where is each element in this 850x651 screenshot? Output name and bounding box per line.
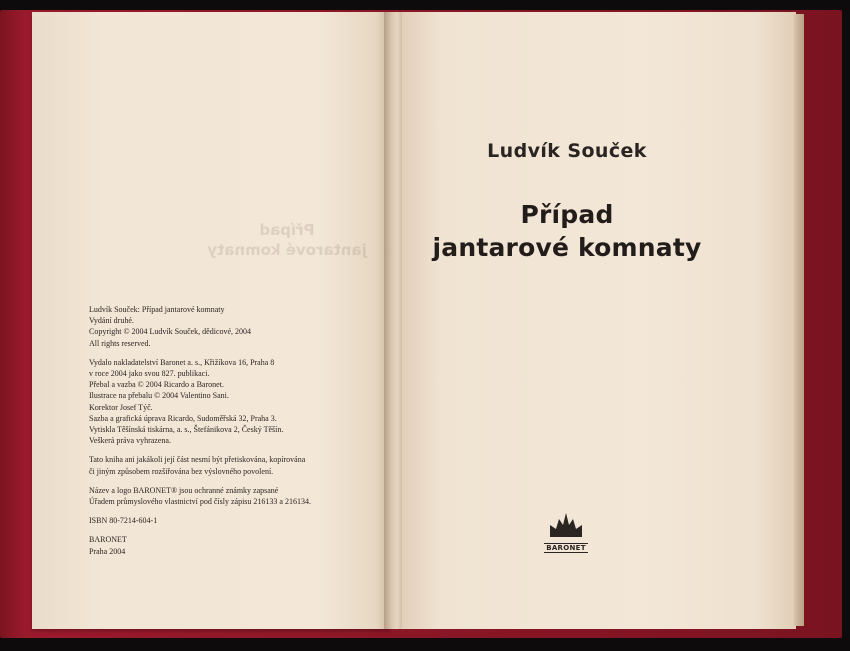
- imprint-line: Tato kniha ani jakákoli její část nesmí být přetiskována, kopírována: [89, 455, 306, 465]
- title-line-1: Případ: [520, 200, 614, 229]
- imprint-line: Přebal a vazba © 2004 Ricardo a Baronet.: [89, 380, 224, 390]
- imprint-line: Korektor Josef Týč.: [89, 402, 153, 412]
- imprint-block: [89, 304, 369, 557]
- place-year: Praha 2004: [89, 546, 126, 556]
- logo-text: BARONET: [544, 543, 588, 553]
- right-page: [402, 12, 796, 629]
- author-name: Ludvík Souček: [487, 140, 647, 162]
- imprint-line: Úřadem průmyslového vlastnictví pod čísly zápisu 216133 a 216134.: [89, 497, 311, 507]
- imprint-line: All rights reserved.: [89, 338, 151, 348]
- book-title: [402, 198, 732, 264]
- imprint-line: Vydalo nakladatelství Baronet a. s., Křižíkova 16, Praha 8: [89, 357, 275, 367]
- imprint-line: Copyright © 2004 Ludvík Souček, dědicové, 2004: [89, 327, 252, 337]
- imprint-line: Vydání druhé.: [89, 316, 134, 326]
- crown-icon: [548, 513, 584, 537]
- imprint-line: či jiným způsobem rozšiřována bez výslovného povolení.: [89, 466, 274, 476]
- show-through-text: Případ jantarové komnaty: [207, 221, 367, 259]
- isbn: ISBN 80-7214-604-1: [89, 516, 158, 526]
- publisher-logo: [544, 513, 588, 553]
- imprint-line: Sazba a grafická úprava Ricardo, Sudoměřská 32, Praha 3.: [89, 413, 277, 423]
- page-edges: [794, 14, 804, 626]
- publisher-name: BARONET: [89, 535, 127, 545]
- imprint-line: Název a logo BARONET® jsou ochranné známky zapsané: [89, 485, 279, 495]
- imprint-line: v roce 2004 jako svou 827. publikaci.: [89, 369, 210, 379]
- imprint-line: Vytiskla Těšínská tiskárna, a. s., Štefánikova 2, Český Těšín.: [89, 425, 284, 435]
- title-line-2: jantarové komnaty: [432, 233, 702, 262]
- imprint-line: Ludvík Souček: Případ jantarové komnaty: [89, 305, 225, 314]
- imprint-line: Veškerá práva vyhrazena.: [89, 436, 171, 446]
- imprint-line: Ilustrace na přebalu © 2004 Valentino Sani.: [89, 391, 229, 401]
